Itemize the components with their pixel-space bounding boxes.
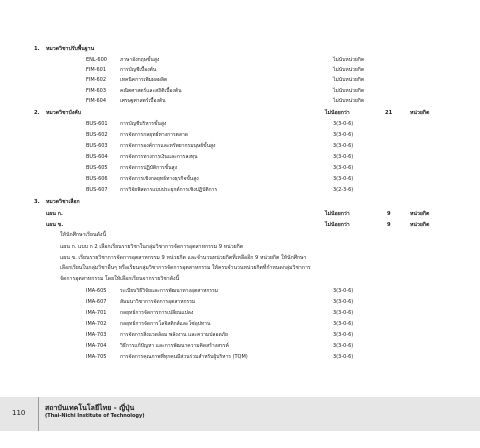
course-code: BUS-601 [86,121,108,127]
plan-b-credit-label: ไม่น้อยกว่า [325,222,350,228]
course-title: สัมมนาวิชาการจัดการอุตสาหกรรม [120,299,196,305]
course-credit: 3(3-0-6) [333,332,354,338]
course-title: การจัดการองค์การและทรัพยากรมนุษย์ขั้นสูง [120,143,216,149]
section-3-number: 3. [34,199,40,205]
course-code: ENL-600 [86,57,107,63]
course-code: BUS-607 [86,187,108,193]
course-code: BUS-605 [86,165,108,171]
section-1-title: หมวดวิชาปรับพื้นฐาน [46,46,95,52]
plan-description-line: แผน ก. แบบ ก 2 เลือกเรียนรายวิชาในกลุ่มวิชาการจัดการอุตสาหกรรม 9 หน่วยกิต [60,244,244,250]
institute-name-english: (Thai-Nichi Institute of Technology) [45,413,145,419]
course-credit: 3(3-0-6) [333,176,354,182]
plan-a-credit-value: 9 [387,211,391,217]
course-credit: 3(3-0-6) [333,165,354,171]
course-code: IMA-703 [86,332,107,338]
course-credit: ไม่นับหน่วยกิต [333,98,365,104]
course-title: การวิจัยพิสดารแบบประยุกต์การเชิงปฏิบัติการ [120,187,218,193]
course-title: คณิตศาสตร์และสถิติเบื้องต้น [120,88,182,94]
course-title: ภาษาอังกฤษขั้นสูง [120,57,160,63]
course-credit: 3(3-0-6) [333,143,354,149]
page-number: 110 [12,409,26,417]
course-credit: 3(3-0-6) [333,288,354,294]
course-title: เทคนิคการเพิ่มผลผลิต [120,77,168,83]
section-3-note: ให้นักศึกษาเรียนดังนี้ [60,232,106,238]
plan-a-label: แผน ก. [46,211,63,217]
course-credit: ไม่นับหน่วยกิต [333,77,365,83]
course-credit: 3(3-0-6) [333,121,354,127]
course-title: ระเบียบวิธีวิจัยและการพัฒนาทางอุตสาหกรรม [120,288,219,294]
course-title: เศรษฐศาสตร์เบื้องต้น [120,98,166,104]
course-title: วิธีการแก้ปัญหา และการพัฒนาความคิดสร้างสรรค์ [120,343,229,349]
course-code: IMA-704 [86,343,107,349]
course-code: BUS-604 [86,154,108,160]
course-code: BUS-603 [86,143,108,149]
section-2-credit-value: 21 [385,110,393,116]
course-title: การจัดการปฏิบัติการขั้นสูง [120,165,178,171]
course-credit: ไม่นับหน่วยกิต [333,88,365,94]
course-credit: ไม่นับหน่วยกิต [333,57,365,63]
course-code: IMA-705 [86,354,107,360]
section-1-number: 1. [34,46,40,52]
section-3-title: หมวดวิชาเลือก [46,199,80,205]
course-title: การจัดการคุณภาพที่ทุกคนมีส่วนร่วมสำหรับผู้บริหาร (TQM) [120,354,248,360]
course-credit: 3(3-0-6) [333,343,354,349]
institute-name-thai: สถาบันเทคโนโลยีไทย - ญี่ปุ่น [45,404,135,412]
plan-b-label: แผน ข. [46,222,64,228]
plan-description-line: เลือกเรียนในกลุ่มวิชาอื่นๆ หรือเรียนกลุ่มวิชาการจัดการอุตสาหกรรม ให้ครบจำนวนหน่วยกิตที่กำหนดกลุ่มวิชาการ [60,265,311,271]
course-credit: 3(3-0-6) [333,154,354,160]
course-code: FIM-601 [86,67,107,73]
course-credit: 3(3-0-6) [333,132,354,138]
course-code: FIM-603 [86,88,107,94]
course-credit: 3(2-3-6) [333,187,354,193]
plan-a-credit-label: ไม่น้อยกว่า [325,211,350,217]
footer-divider [38,397,39,431]
plan-b-credit-unit: หน่วยกิต [410,222,430,228]
course-credit: 3(3-0-6) [333,310,354,316]
course-title: การจัดการเชิงกลยุทธ์ทางธุรกิจขั้นสูง [120,176,199,182]
course-code: IMA-701 [86,310,107,316]
course-credit: 3(3-0-6) [333,354,354,360]
course-code: BUS-602 [86,132,108,138]
course-code: FIM-604 [86,98,107,104]
course-credit: 3(3-0-6) [333,299,354,305]
course-code: BUS-606 [86,176,108,182]
course-code: IMA-702 [86,321,107,327]
section-2-credit-label: ไม่น้อยกว่า [325,110,350,116]
section-2-title: หมวดวิชาบังคับ [46,110,82,116]
course-title: การจัดการทางการเงินและการลงทุน [120,154,198,160]
course-title: การจัดการกลยุทธ์ทางการตลาด [120,132,189,138]
course-title: การบัญชีเบื้องต้น [120,67,157,73]
plan-a-credit-unit: หน่วยกิต [410,211,430,217]
course-title: การบัญชีบริหารขั้นสูง [120,121,167,127]
course-credit: 3(3-0-6) [333,321,354,327]
section-2-credit-unit: หน่วยกิต [410,110,430,116]
plan-description-line: จัดการอุตสาหกรรม โดยให้เลือกเรียนจากรายวิชาดังนี้ [60,276,180,282]
section-2-number: 2. [34,110,40,116]
course-code: IMA-607 [86,299,107,305]
course-title: การจัดการสิ่งแวดล้อม พลังงาน และความปลอดภัย [120,332,228,338]
course-code: IMA-605 [86,288,107,294]
course-title: กลยุทธ์การจัดการโลจิสติกส์และโซ่อุปทาน [120,321,211,327]
plan-b-credit-value: 9 [387,222,391,228]
course-code: FIM-602 [86,77,107,83]
plan-description-line: แผน ข. เรียนรายวิชาการจัดการอุตสาหกรรม 9 หน่วยกิต และจำนวนหน่วยกิตที่เหลืออีก 9 หน่วยกิต ให้นักศึกษา [60,255,307,261]
course-title: กลยุทธ์การจัดการการเปลี่ยนแปลง [120,310,194,316]
course-credit: ไม่นับหน่วยกิต [333,67,365,73]
